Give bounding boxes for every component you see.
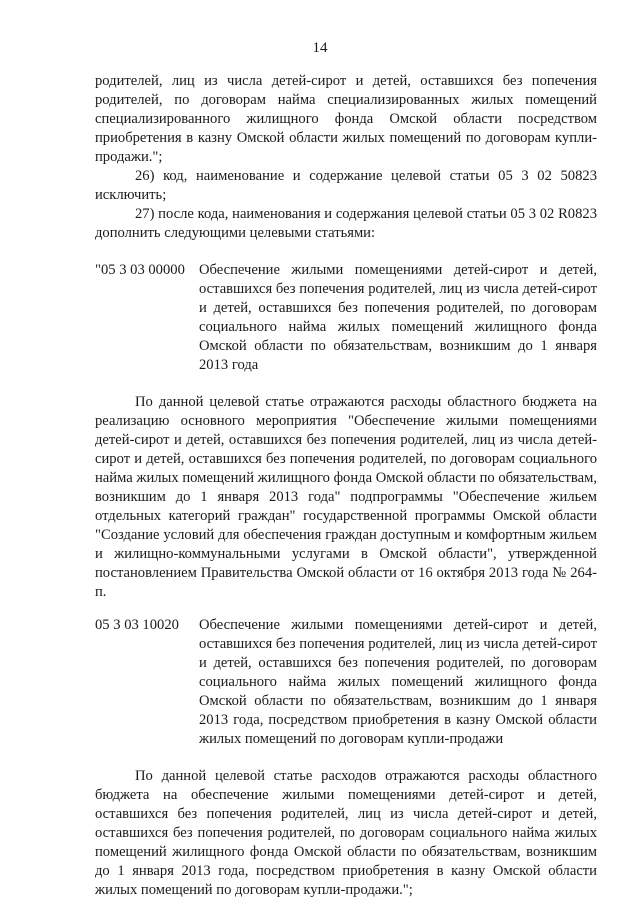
budget-entry-code: 05 3 03 10020 (95, 617, 179, 633)
paragraph-continuation: родителей, лиц из числа детей-сирот и детей, оставшихся без попечения родителей, по договорам найма специализированных жилых помещений специализированного жилищного фонда Омской области посредством приобретения в казну Омской области жилых помещений по договорам купли-продажи."; (95, 73, 597, 165)
document-body (95, 72, 597, 900)
paragraph-explanation-1: По данной целевой статье отражаются расходы областного бюджета на реализацию основного мероприятия "Обеспечение жилыми помещениями детей-сирот и детей, оставшихся без попечения родителей, лиц из числа детей-сирот и детей, оставшихся без попечения родителей, по договорам социального найма жилых помещений жилищного фонда Омской области по обязательствам, возникшим до 1 января 2013 года" подпрограммы "Обеспечение жильем отдельных категорий граждан" государственной программы Омской области "Создание условий для обеспечения граждан доступным и комфортным жильем и жилищно-коммунальными услугами в Омской области", утвержденной постановлением Правительства Омской области от 16 октября 2013 года № 264-п. (95, 394, 597, 600)
budget-entry-description: Обеспечение жилыми помещениями детей-сирот и детей, оставшихся без попечения родителей, лиц из числа детей-сирот и детей, оставшихся без попечения родителей, по договорам социального найма жилых помещений жилищного фонда Омской области по обязательствам, возникшим до 1 января 2013 года, посредством приобретения в казну Омской области жилых помещений по договорам купли-продажи (199, 617, 597, 747)
budget-entry-description: Обеспечение жилыми помещениями детей-сирот и детей, оставшихся без попечения родителей, лиц из числа детей-сирот и детей, оставшихся без попечения родителей, по договорам социального найма жилых помещений жилищного фонда Омской области по обязательствам, возникшим до 1 января 2013 года (199, 262, 597, 373)
paragraph-explanation-2: По данной целевой статье расходов отражаются расходы областного бюджета на обеспечение жилыми помещениями детей-сирот и детей, оставшихся без попечения родителей, лиц из числа детей-сирот и детей, оставшихся без попечения родителей, по договорам социального найма жилых помещений жилищного фонда Омской области по обязательствам, возникшим до 1 января 2013 года, посредством приобретения в казну Омской области жилых помещений по договорам купли-продажи."; (95, 768, 597, 898)
budget-entry-code: "05 3 03 00000 (95, 262, 185, 278)
paragraph-item-26: 26) код, наименование и содержание целевой статьи 05 3 02 50823 исключить; (95, 168, 597, 203)
budget-entry-2 (95, 616, 597, 749)
budget-entry-1 (95, 261, 597, 375)
paragraph-item-27: 27) после кода, наименования и содержания целевой статьи 05 3 02 R0823 дополнить следующими целевыми статьями: (95, 206, 597, 241)
page-number: 14 (312, 40, 328, 56)
